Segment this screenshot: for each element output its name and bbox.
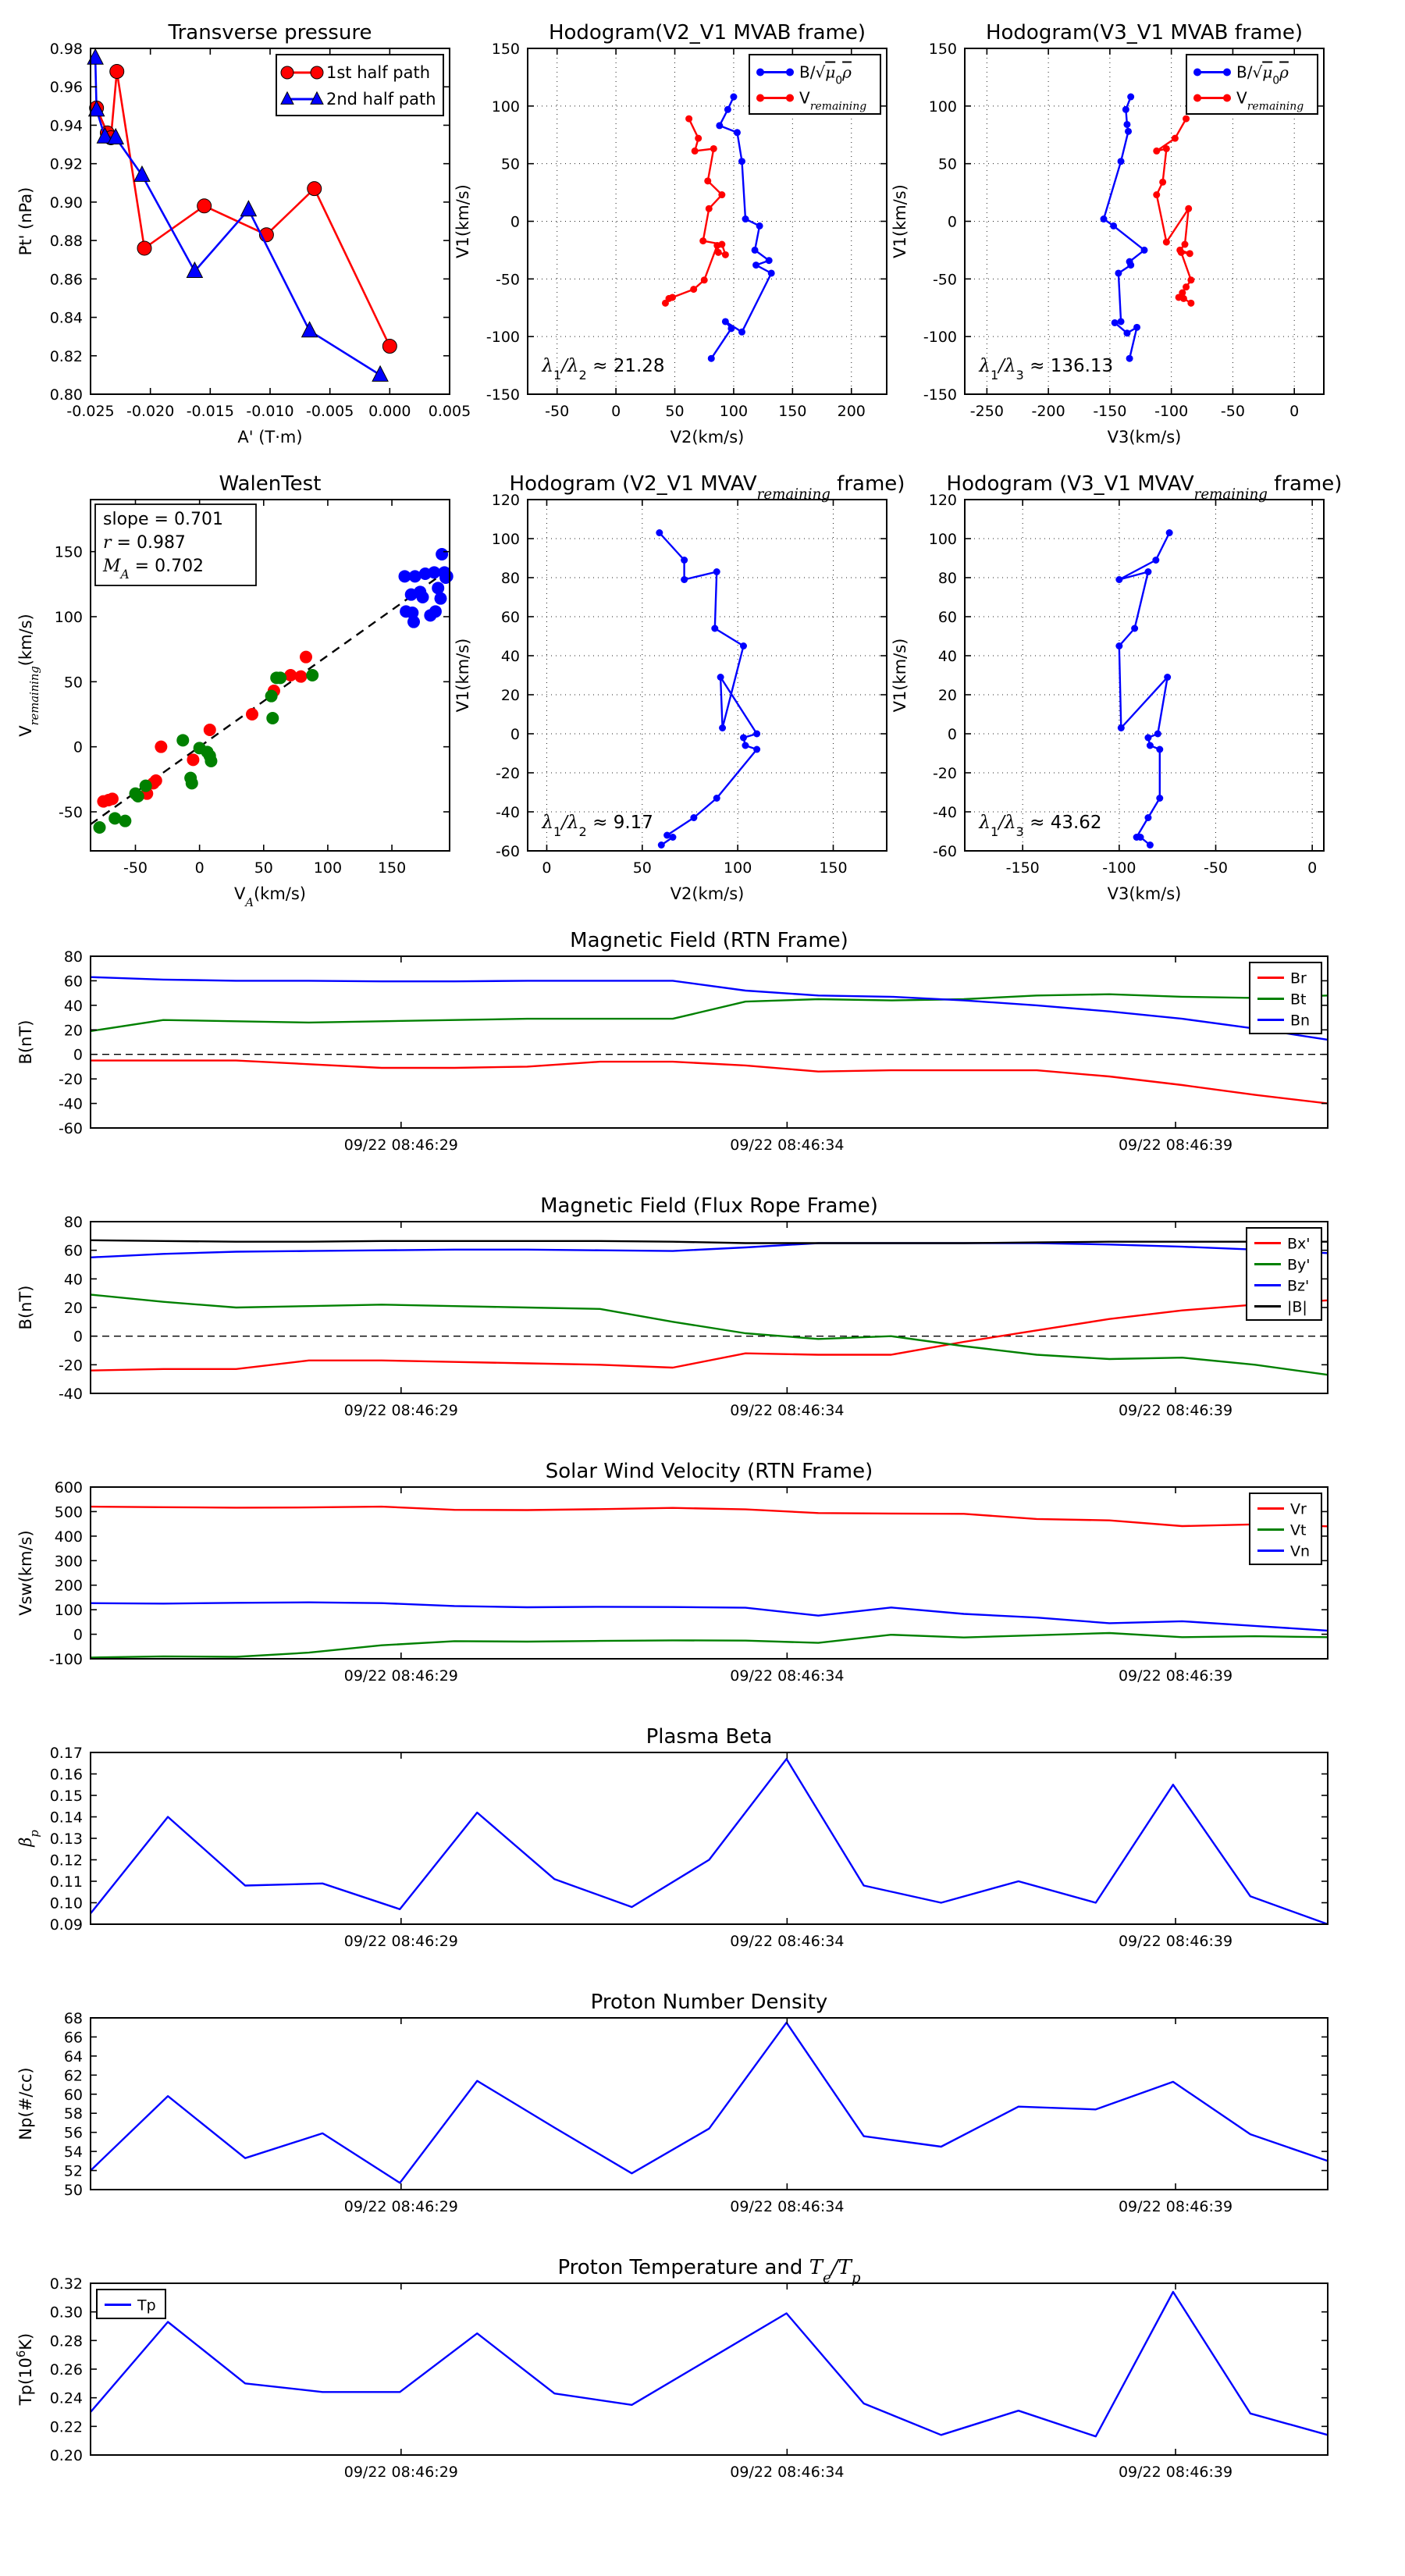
svg-text:-50: -50 [123,859,148,877]
svg-text:-60: -60 [58,1120,83,1137]
svg-text:λ1/λ3 ≈ 136.13: $\lambda_1/\lambda_3 \approx 136.13$ [979,356,1114,382]
svg-text:0.20: 0.20 [49,2447,83,2464]
panel-magnetic-field-fluxrope [16,1194,1328,1419]
svg-text:0.13: 0.13 [49,1831,83,1848]
svg-text:0.86: 0.86 [49,271,83,289]
svg-text:-50: -50 [1203,859,1229,877]
svg-text:0.14: 0.14 [49,1809,83,1827]
svg-text:54: 54 [63,2144,83,2161]
svg-text:Vsw(km/s): Vsw(km/s) [16,1530,35,1616]
svg-text:-40: -40 [58,1386,83,1403]
svg-text:80: 80 [937,570,957,587]
svg-text:0.17: 0.17 [49,1745,83,1762]
svg-text:09/22 08:46:39: 09/22 08:46:39 [1118,1137,1233,1154]
svg-text:100: 100 [719,403,749,420]
svg-text:100: 100 [491,531,520,548]
svg-text:150: 150 [778,403,807,420]
panel-hodogram-v2v1-mvav [454,472,905,903]
svg-text:50: 50 [254,859,273,877]
svg-text:-20: -20 [495,765,520,782]
svg-text:150: 150 [491,41,520,58]
svg-text:50: 50 [63,2182,83,2199]
svg-text:100: 100 [491,98,520,116]
svg-text:Hodogram(V3_V1 MVAB frame): Hodogram(V3_V1 MVAB frame) [985,21,1304,44]
svg-text:0.92: 0.92 [49,155,83,173]
svg-text:V1(km/s): V1(km/s) [891,638,909,713]
svg-text:-0.015: -0.015 [186,403,234,420]
svg-text:80: 80 [63,948,83,966]
svg-text:0.12: 0.12 [49,1852,83,1870]
svg-text:Proton Number Density: Proton Number Density [590,1991,828,2014]
svg-text:Bx': Bx' [1287,1235,1311,1253]
svg-text:slope = 0.701: slope = 0.701 [103,510,223,529]
svg-text:2nd half path: 2nd half path [326,90,436,109]
svg-text:V3(km/s): V3(km/s) [1107,428,1182,447]
svg-text:09/22 08:46:29: 09/22 08:46:29 [343,2464,458,2481]
svg-text:B/√μ0ρ: $B/√\mu_0\rho$ [1236,62,1289,87]
svg-text:500: 500 [54,1503,83,1521]
svg-text:-50: -50 [58,804,83,821]
svg-text:Vn: Vn [1290,1542,1311,1560]
svg-text:λ1/λ2 ≈ 9.17: $\lambda_1/\lambda_2 \approx 9.17$ [542,812,653,839]
svg-text:Hodogram(V2_V1 MVAB frame): Hodogram(V2_V1 MVAB frame) [548,21,866,44]
panel-proton-number-density [16,1991,1328,2215]
svg-text:80: 80 [63,1214,83,1231]
svg-text:09/22 08:46:34: 09/22 08:46:34 [730,2464,845,2481]
svg-text:100: 100 [928,531,957,548]
svg-text:-100: -100 [1154,403,1189,420]
svg-text:64: 64 [63,2048,83,2065]
svg-text:0.005: 0.005 [428,403,471,420]
svg-text:Vremaining: $V_{remaining}$ [1236,88,1304,113]
svg-text:-40: -40 [932,804,957,821]
svg-text:40: 40 [63,997,83,1015]
svg-text:09/22 08:46:34: 09/22 08:46:34 [730,1402,845,1419]
svg-text:V1(km/s): V1(km/s) [454,638,472,713]
svg-text:40: 40 [63,1271,83,1289]
svg-text:0.90: 0.90 [49,194,83,212]
svg-text:300: 300 [54,1553,83,1571]
svg-text:200: 200 [54,1577,83,1595]
svg-text:100: 100 [724,859,752,877]
svg-text:20: 20 [500,687,520,704]
svg-text:-200: -200 [1031,403,1065,420]
svg-text:-100: -100 [48,1651,83,1668]
svg-text:-100: -100 [1102,859,1136,877]
svg-text:-50: -50 [1220,403,1245,420]
svg-text:0: 0 [542,859,552,877]
svg-text:r = 0.987: r = 0.987 [103,533,186,553]
svg-text:λ1/λ2 ≈ 21.28: $\lambda_1/\lambda_2 \approx 21.28$ [542,356,665,382]
svg-text:Bz': Bz' [1287,1277,1310,1295]
svg-text:40: 40 [937,648,957,665]
svg-text:0: 0 [194,859,205,877]
svg-text:09/22 08:46:29: 09/22 08:46:29 [343,2198,458,2215]
svg-text:0.09: 0.09 [49,1916,83,1934]
svg-text:MA = 0.702: $M_A = 0.702$ [103,557,205,582]
svg-text:V3(km/s): V3(km/s) [1107,884,1182,903]
svg-text:-150: -150 [486,386,520,404]
svg-text:0.26: 0.26 [49,2361,83,2379]
svg-text:120: 120 [491,492,520,509]
svg-text:09/22 08:46:39: 09/22 08:46:39 [1118,2464,1233,2481]
svg-text:09/22 08:46:39: 09/22 08:46:39 [1118,1402,1233,1419]
panel-hodogram-v3v1-mvab [891,21,1324,447]
svg-text:56: 56 [63,2124,83,2142]
svg-text:150: 150 [928,41,957,58]
svg-text:0.32: 0.32 [49,2275,83,2293]
svg-text:09/22 08:46:29: 09/22 08:46:29 [343,1137,458,1154]
svg-text:λ1/λ3 ≈ 43.62: $\lambda_1/\lambda_3 \approx 43.62$ [979,812,1102,839]
svg-text:B/√μ0ρ: $B/√\mu_0\rho$ [799,62,852,87]
svg-text:V2(km/s): V2(km/s) [670,428,745,447]
svg-text:Vt: Vt [1290,1521,1307,1539]
svg-text:0: 0 [947,213,957,231]
panel-hodogram-v3v1-mvav [891,472,1342,903]
svg-text:βp: $\beta_p$ [16,1830,41,1847]
panel-hodogram-v2v1-mvab [454,21,887,447]
svg-text:Solar Wind Velocity (RTN Frame: Solar Wind Velocity (RTN Frame) [545,1460,873,1483]
panel-solar-wind-velocity [16,1460,1328,1685]
svg-text:09/22 08:46:39: 09/22 08:46:39 [1118,2198,1233,2215]
svg-text:60: 60 [500,609,520,626]
svg-text:-50: -50 [495,271,520,289]
svg-text:Vr: Vr [1290,1500,1307,1518]
svg-text:100: 100 [54,1602,83,1620]
svg-text:0: 0 [73,738,83,756]
svg-text:0.24: 0.24 [49,2389,83,2407]
svg-text:0: 0 [510,726,520,743]
svg-text:0.88: 0.88 [49,233,83,251]
svg-text:200: 200 [837,403,866,420]
svg-text:Tp: Tp [137,2297,156,2314]
svg-text:09/22 08:46:29: 09/22 08:46:29 [343,1402,458,1419]
svg-text:-40: -40 [495,804,520,821]
svg-text:0: 0 [1289,403,1300,420]
svg-text:B(nT): B(nT) [16,1019,35,1065]
svg-text:0.30: 0.30 [49,2304,83,2322]
svg-text:09/22 08:46:39: 09/22 08:46:39 [1118,1667,1233,1685]
svg-text:-60: -60 [495,843,520,860]
svg-text:0.98: 0.98 [49,41,83,58]
panel-transverse-pressure [16,21,471,447]
svg-text:09/22 08:46:34: 09/22 08:46:34 [730,1137,845,1154]
svg-text:Magnetic Field (RTN Frame): Magnetic Field (RTN Frame) [570,929,848,952]
svg-text:58: 58 [63,2105,83,2123]
svg-text:-0.025: -0.025 [66,403,115,420]
svg-text:150: 150 [54,543,83,561]
svg-text:B(nT): B(nT) [16,1285,35,1330]
svg-text:0.84: 0.84 [49,309,83,327]
svg-text:Transverse pressure: Transverse pressure [168,21,372,44]
svg-text:-0.005: -0.005 [306,403,354,420]
svg-text:0.28: 0.28 [49,2332,83,2350]
svg-text:-100: -100 [486,329,520,347]
svg-text:-50: -50 [545,403,570,420]
svg-text:Plasma Beta: Plasma Beta [646,1725,773,1749]
svg-text:Pt' (nPa): Pt' (nPa) [16,187,35,256]
svg-text:Vremaining(km/s): $V_{remaining}(km/s)$ [16,614,41,737]
svg-text:09/22 08:46:29: 09/22 08:46:29 [343,1667,458,1685]
svg-text:-20: -20 [58,1071,83,1089]
svg-text:50: 50 [63,674,83,692]
svg-text:VA(km/s): $V_A(km/s)$ [233,884,307,909]
svg-text:60: 60 [63,2086,83,2104]
svg-text:V1(km/s): V1(km/s) [891,184,909,258]
svg-text:By': By' [1287,1256,1311,1274]
svg-text:09/22 08:46:34: 09/22 08:46:34 [730,1667,845,1685]
panel-proton-temperature [15,2256,1329,2481]
svg-text:-150: -150 [923,386,957,404]
svg-text:-0.010: -0.010 [246,403,294,420]
svg-text:0.11: 0.11 [49,1873,83,1891]
svg-text:-20: -20 [932,765,957,782]
svg-text:68: 68 [63,2010,83,2027]
svg-text:Proton Temperature and Te/Tp: Proton Temperature and $T_e/T_p$ [557,2256,861,2286]
svg-text:A' (T·m): A' (T·m) [237,428,303,447]
svg-text:-150: -150 [1093,403,1127,420]
svg-text:0.94: 0.94 [49,117,83,135]
svg-text:Hodogram (V3_V1 MVAVremaining: Hodogram (V3_V1 $MVAV_{remaining}$ frame) [946,472,1343,503]
svg-text:1st half path: 1st half path [326,63,431,82]
svg-text:60: 60 [63,973,83,991]
svg-text:Vremaining: $V_{remaining}$ [799,88,867,113]
svg-text:62: 62 [63,2067,83,2085]
svg-text:Bn: Bn [1290,1012,1311,1030]
svg-text:-250: -250 [969,403,1004,420]
svg-text:-40: -40 [58,1095,83,1113]
svg-text:-50: -50 [932,271,957,289]
svg-text:0: 0 [947,726,957,743]
svg-text:600: 600 [54,1479,83,1496]
svg-text:52: 52 [63,2162,83,2180]
svg-text:Np(#/cc): Np(#/cc) [16,2067,35,2140]
svg-text:Magnetic Field (Flux Rope Fram: Magnetic Field (Flux Rope Frame) [540,1194,878,1218]
svg-text:50: 50 [937,155,957,173]
svg-text:V1(km/s): V1(km/s) [454,184,472,258]
svg-text:0.82: 0.82 [49,347,83,365]
svg-text:0.16: 0.16 [49,1766,83,1784]
svg-text:60: 60 [937,609,957,626]
svg-text:20: 20 [63,1022,83,1040]
panel-plasma-beta [16,1725,1328,1950]
svg-text:400: 400 [54,1528,83,1546]
svg-text:60: 60 [63,1242,83,1260]
svg-text:09/22 08:46:34: 09/22 08:46:34 [730,1933,845,1950]
svg-text:|B|: |B| [1287,1298,1307,1316]
svg-text:150: 150 [819,859,848,877]
svg-text:66: 66 [63,2029,83,2047]
svg-text:0: 0 [73,1046,83,1064]
svg-text:Tp(106K): $Tp(10^6K)$ [14,2332,35,2406]
svg-text:Hodogram (V2_V1 MVAVremaining: Hodogram (V2_V1 $MVAV_{remaining}$ frame) [509,472,905,503]
svg-text:0.000: 0.000 [368,403,411,420]
svg-text:V2(km/s): V2(km/s) [670,884,745,903]
svg-text:-60: -60 [932,843,957,860]
svg-text:WalenTest: WalenTest [219,472,322,496]
panel-magnetic-field-rtn [16,929,1328,1154]
svg-text:0: 0 [1307,859,1318,877]
svg-text:50: 50 [632,859,652,877]
svg-text:100: 100 [313,859,343,877]
svg-text:120: 120 [928,492,957,509]
svg-text:Br: Br [1290,970,1307,987]
svg-text:0: 0 [73,1328,83,1346]
svg-text:0.10: 0.10 [49,1895,83,1912]
svg-text:09/22 08:46:39: 09/22 08:46:39 [1118,1933,1233,1950]
svg-text:20: 20 [63,1300,83,1317]
svg-text:Bt: Bt [1290,991,1307,1009]
panel-walen-test [16,472,454,909]
svg-text:0.22: 0.22 [49,2418,83,2436]
svg-text:20: 20 [937,687,957,704]
svg-text:0: 0 [510,213,520,231]
svg-text:0.15: 0.15 [49,1788,83,1805]
svg-text:0: 0 [611,403,621,420]
svg-text:100: 100 [928,98,957,116]
svg-text:0.96: 0.96 [49,79,83,97]
svg-text:09/22 08:46:34: 09/22 08:46:34 [730,2198,845,2215]
svg-text:0.80: 0.80 [49,386,83,404]
svg-text:-100: -100 [923,329,957,347]
svg-text:50: 50 [665,403,685,420]
svg-text:80: 80 [500,570,520,587]
svg-text:40: 40 [500,648,520,665]
svg-text:50: 50 [500,155,520,173]
svg-text:-0.020: -0.020 [126,403,175,420]
svg-text:09/22 08:46:29: 09/22 08:46:29 [343,1933,458,1950]
svg-text:-150: -150 [1005,859,1040,877]
svg-text:100: 100 [54,609,83,626]
svg-text:0: 0 [73,1626,83,1644]
svg-text:150: 150 [377,859,407,877]
svg-text:-20: -20 [58,1357,83,1375]
